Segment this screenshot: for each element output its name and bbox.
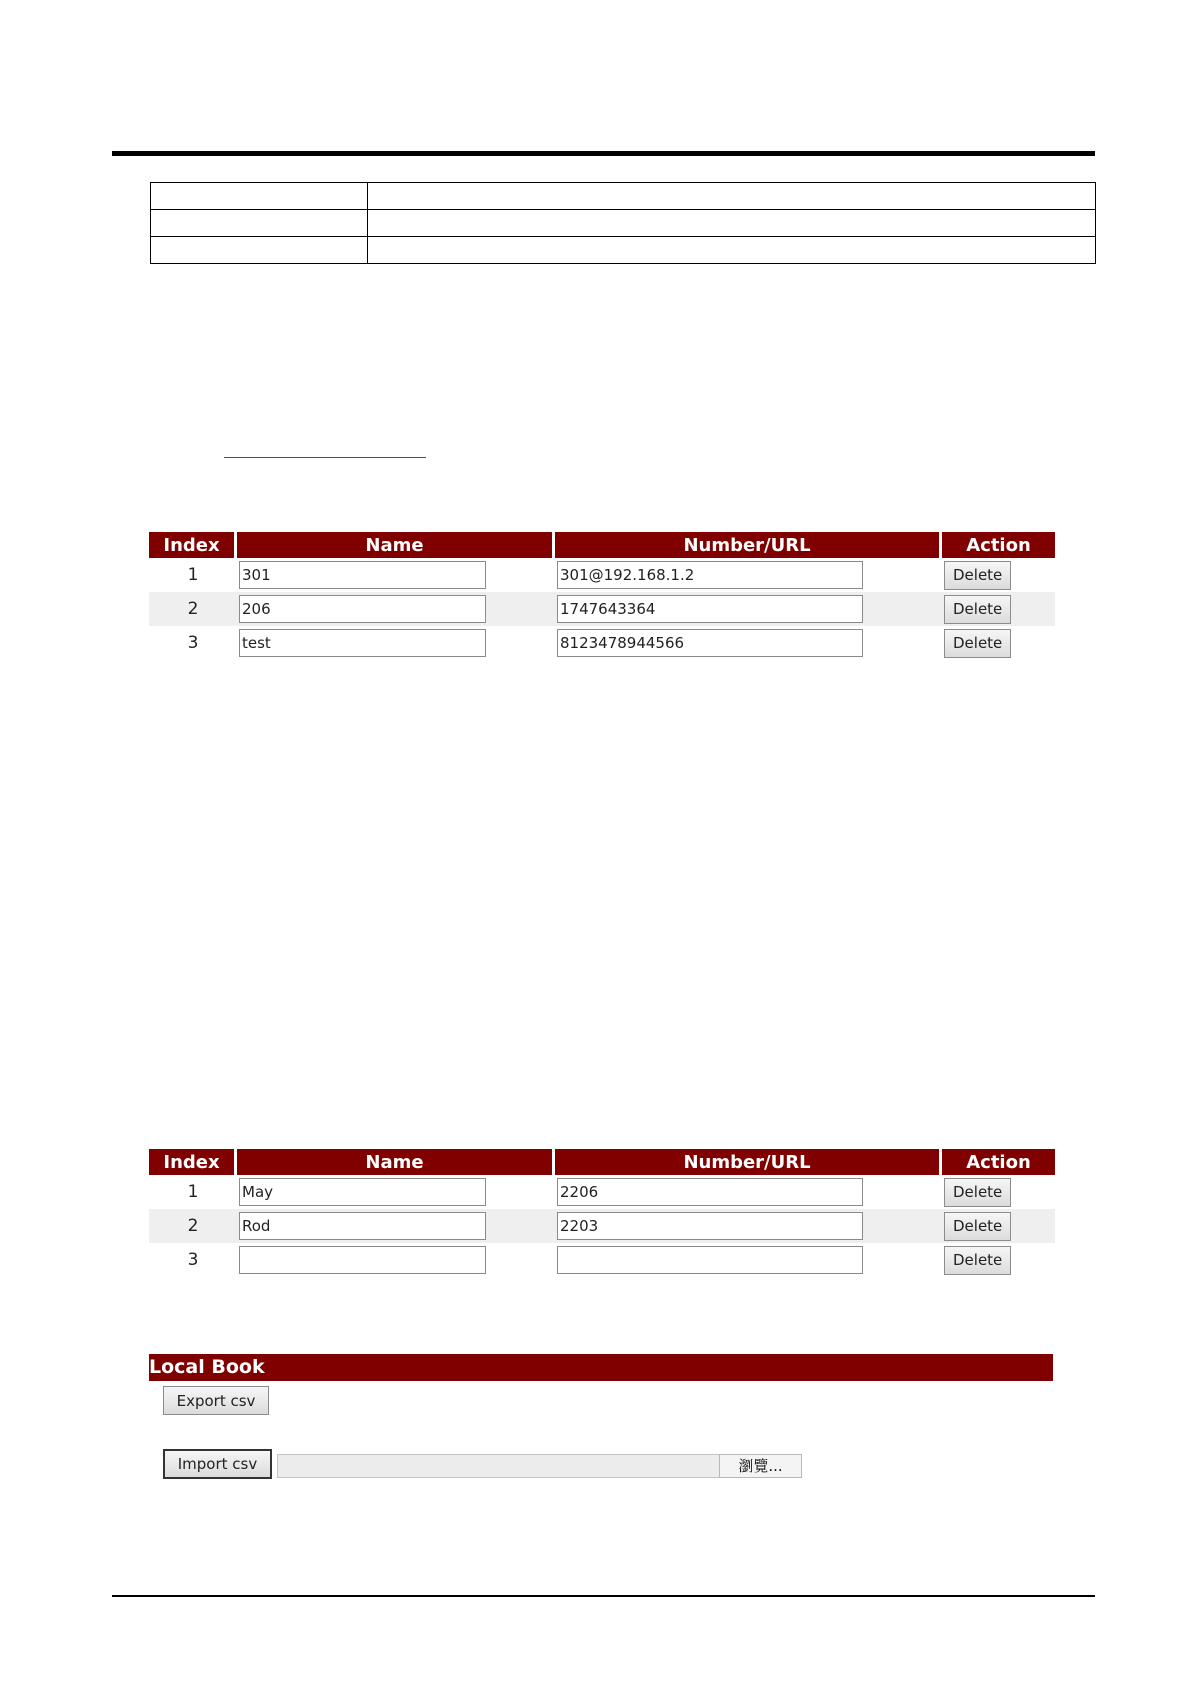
- number-url-input[interactable]: [557, 561, 863, 589]
- table-row: [149, 1243, 1055, 1277]
- delete-button[interactable]: Delete: [944, 629, 1011, 658]
- table-row: [149, 1175, 1055, 1209]
- name-input[interactable]: [239, 1246, 486, 1274]
- row-index: 1: [187, 1182, 199, 1202]
- file-path-field[interactable]: [277, 1454, 720, 1478]
- name-input[interactable]: [239, 1178, 486, 1206]
- header-index: Index: [149, 532, 237, 558]
- table-row: [151, 210, 1096, 237]
- table-row: [149, 626, 1055, 660]
- name-input[interactable]: [239, 595, 486, 623]
- phonebook-table-1: [149, 532, 1055, 660]
- name-input[interactable]: [239, 629, 486, 657]
- header-action: Action: [942, 532, 1055, 558]
- name-input[interactable]: [239, 1212, 486, 1240]
- number-url-input[interactable]: [557, 1212, 863, 1240]
- hyperlink-underline[interactable]: [224, 457, 426, 458]
- import-csv-button[interactable]: Import csv: [163, 1449, 272, 1479]
- phonebook-table-2: [149, 1149, 1055, 1277]
- delete-button[interactable]: Delete: [944, 595, 1011, 624]
- row-index: 2: [149, 1209, 237, 1243]
- number-url-input[interactable]: [557, 1178, 863, 1206]
- number-url-input[interactable]: [557, 1246, 863, 1274]
- row-index: 1: [187, 565, 199, 585]
- delete-button[interactable]: Delete: [944, 561, 1011, 590]
- row-index: 3: [187, 1250, 199, 1270]
- table-row: [149, 1209, 1055, 1243]
- delete-button[interactable]: Delete: [944, 1212, 1011, 1241]
- table-row: [149, 558, 1055, 592]
- number-url-input[interactable]: [557, 595, 863, 623]
- header-name: Name: [237, 1149, 555, 1175]
- export-csv-button[interactable]: Export csv: [163, 1386, 269, 1415]
- row-index: 3: [187, 633, 199, 653]
- header-action: Action: [942, 1149, 1055, 1175]
- header-name: Name: [237, 532, 555, 558]
- name-input[interactable]: [239, 561, 486, 589]
- browse-button[interactable]: 瀏覽...: [719, 1454, 802, 1478]
- header-index: Index: [149, 1149, 237, 1175]
- table-header-row: [149, 532, 1055, 558]
- top-rule: [112, 151, 1095, 156]
- delete-button[interactable]: Delete: [944, 1178, 1011, 1207]
- header-number-url: Number/URL: [555, 532, 942, 558]
- number-url-input[interactable]: [557, 629, 863, 657]
- table-row: [151, 183, 1096, 210]
- header-number-url: Number/URL: [555, 1149, 942, 1175]
- local-book-header: Local Book: [149, 1354, 1053, 1381]
- row-index: 2: [149, 592, 237, 626]
- blank-info-table: [150, 182, 1096, 264]
- bottom-rule: [112, 1595, 1095, 1597]
- table-header-row: [149, 1149, 1055, 1175]
- table-row: [149, 592, 1055, 626]
- table-row: [151, 237, 1096, 264]
- delete-button[interactable]: Delete: [944, 1246, 1011, 1275]
